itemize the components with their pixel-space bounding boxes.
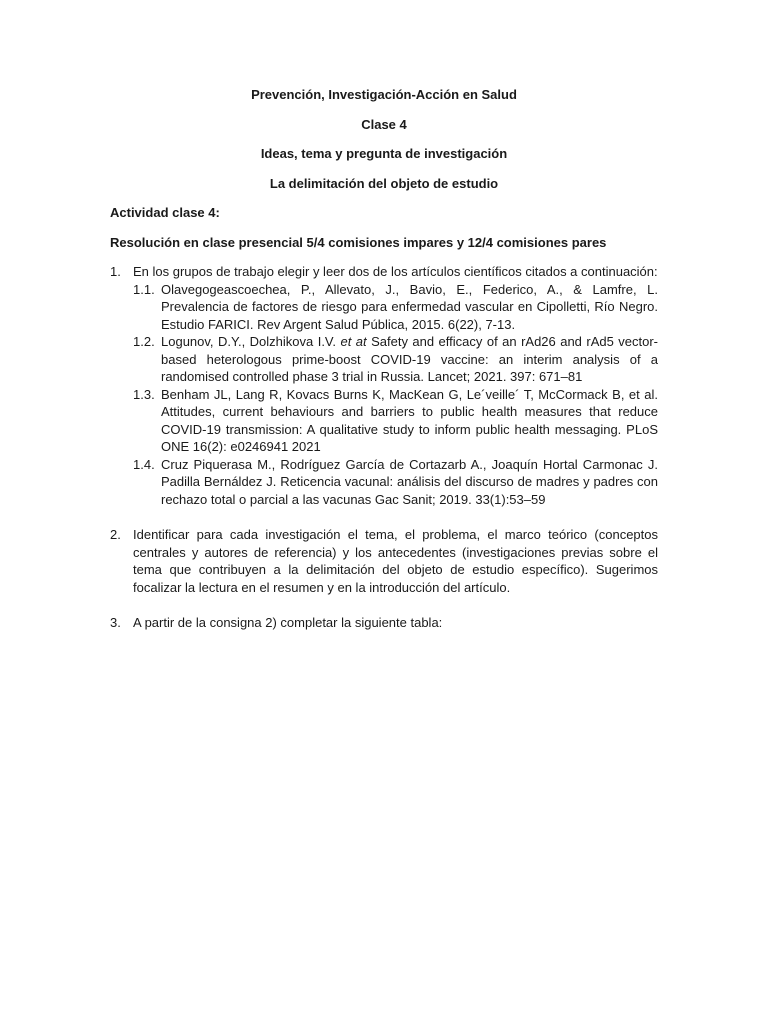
reference-text: Benham JL, Lang R, Kovacs Burns K, MacKean G, Le´veille´ T, McCormack B, et al. Attitudes, current behaviours and barriers to public health measures that reduce COVID-19 transmission: A qualitative study to inform public health messaging. PLoS ONE 16(2): e0246941 2021 [161, 386, 658, 454]
reference-et-al: et at [340, 334, 367, 349]
list-item-number: 1. [110, 264, 121, 279]
sublist-item-number: 1.2. [133, 334, 155, 349]
sublist-item-number: 1.1. [133, 281, 155, 297]
sublist-item-1-2 [133, 333, 658, 386]
sublist-item-number: 1.4. [133, 456, 155, 472]
sublist-item-number: 1.3. [133, 386, 155, 402]
list-item-3 [110, 614, 658, 632]
list-item-text: En los grupos de trabajo elegir y leer dos de los artículos científicos citados a continuación: [133, 264, 658, 279]
sublist-item-1-3 [133, 386, 658, 456]
list-item-number: 3. [110, 615, 121, 630]
sublist-item-1-4 [133, 456, 658, 509]
reference-rest: Safety and efficacy of an rAd26 and rAd5 vector-based heterologous prime-boost COVID-19 vaccine: an interim analysis of a randomised controlled phase 3 trial in Russia. Lancet; 2021. 397: 671–81 [161, 334, 659, 384]
list-item-number: 2. [110, 527, 121, 542]
reference-text [161, 333, 658, 386]
reference-text: Cruz Piquerasa M., Rodríguez García de Cortazarb A., Joaquín Hortal Carmonac J. Padilla Bernáldez J. Reticencia vacunal: análisis del discurso de madres y padres con rechazo total o parcial a las vacunas Gac Sanit; 2019. 33(1):53–59 [161, 456, 658, 507]
list-item-2 [110, 526, 658, 596]
reference-authors: Logunov, D.Y., Dolzhikova I.V. [161, 334, 341, 349]
sublist-item-1-1 [133, 281, 658, 334]
list-item-text: A partir de la consigna 2) completar la siguiente tabla: [133, 615, 443, 630]
spacer [110, 596, 658, 614]
spacer [110, 508, 658, 526]
activity-heading: Actividad clase 4: [110, 205, 220, 220]
class-subtopic: La delimitación del objeto de estudio [269, 175, 499, 191]
reference-text: Olavegogeascoechea, P., Allevato, J., Bavio, E., Federico, A., & Lamfre, L. Prevalencia de factores de riesgo para enfermedad vascular en Cipolletti, Río Negro. Estudio FARICI. Rev Argent Salud Pública, 2015. 6(22), 7-13. [161, 281, 658, 332]
class-number: Clase 4 [361, 116, 407, 132]
resolution-heading: Resolución en clase presencial 5/4 comisiones impares y 12/4 comisiones pares [110, 234, 607, 250]
list-item-text: Identificar para cada investigación el tema, el problema, el marco teórico (conceptos centrales y autores de referencia) y los antecedentes (investigaciones previas sobre el tema que contribuyen a la delimitación del objeto de estudio específico). Sugerimos focalizar la lectura en el resumen y en la introducción del artículo. [133, 527, 658, 595]
course-title: Prevención, Investigación-Acción en Salud [251, 87, 517, 102]
class-topic: Ideas, tema y pregunta de investigación [260, 146, 508, 161]
list-item-1 [110, 263, 658, 508]
